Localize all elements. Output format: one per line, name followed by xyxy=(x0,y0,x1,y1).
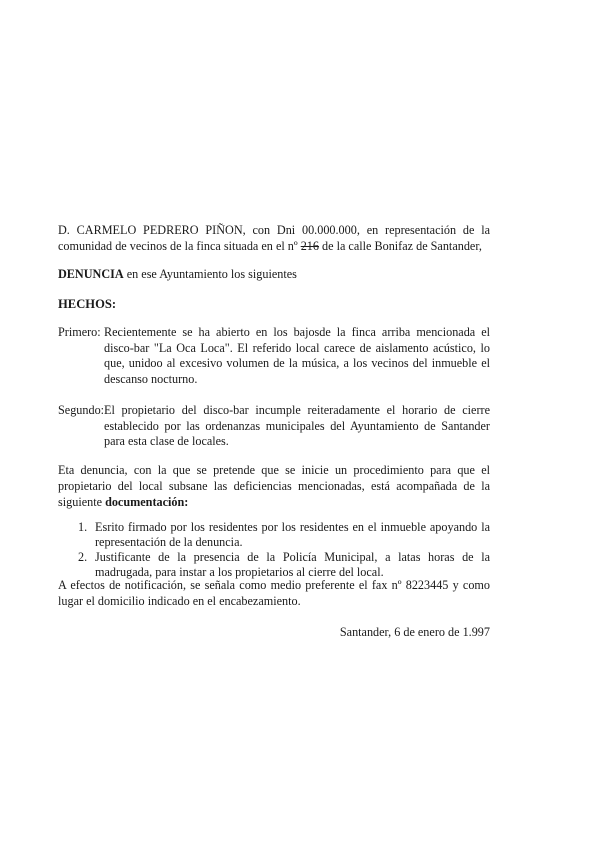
documentacion-keyword: documentación: xyxy=(105,495,189,509)
list-text: Esrito firmado por los residentes por los residentes en el inmueble apoyando la representación de la denuncia. xyxy=(95,520,490,549)
intro-text-a: , con Dni 00.000.000, en representación de la comunidad de vecinos de la finca situada en el nº xyxy=(58,223,490,253)
hechos-heading: HECHOS: xyxy=(58,297,117,311)
closing-text: Eta denuncia, con la que se pretende que se inicie un procedimiento para que el propietario del local subsane las deficiencias mencionadas, está acompañada de la siguiente xyxy=(58,463,490,509)
hecho-text: El propietario del disco-bar incumple reiteradamente el horario de cierre establecido por las ordenanzas municipales del Ayuntamiento de Santander para esta clase de locales. xyxy=(104,403,490,448)
intro-paragraph xyxy=(58,222,490,254)
notificacion-paragraph: A efectos de notificación, se señala como medio preferente el fax nº 8223445 y como lugar el domicilio indicado en el encabezamiento. xyxy=(58,578,490,608)
closing-paragraph xyxy=(58,462,490,510)
denuncia-keyword: DENUNCIA xyxy=(58,267,124,281)
complainant-name: D. CARMELO PEDRERO PIÑON xyxy=(58,223,243,237)
intro-text-b: de la calle Bonifaz de Santander, xyxy=(318,239,482,253)
list-item xyxy=(58,550,490,580)
denuncia-line xyxy=(58,266,490,282)
denuncia-rest: en ese Ayuntamiento los siguientes xyxy=(123,267,297,281)
hecho-text: Recientemente se ha abierto en los bajosde la finca arriba mencionada el disco-bar "La Oca Loca". El referido local carece de aislamento acústico, lo que, unidoo al excesivo volumen de la música, a los vecinos del inmueble el descanso nocturno. xyxy=(104,325,490,386)
list-item xyxy=(58,520,490,550)
documents-list xyxy=(58,520,490,580)
hecho-label: Primero: xyxy=(58,325,101,339)
hecho-label: Segundo: xyxy=(58,403,105,417)
hecho-item xyxy=(58,325,490,389)
list-text: Justificante de la presencia de la Policía Municipal, a latas horas de la madrugada, para instar a los propietarios al cierre del local. xyxy=(95,550,490,579)
hecho-item xyxy=(58,403,490,451)
signature-date: Santander, 6 de enero de 1.997 xyxy=(339,625,490,639)
list-number: 1. xyxy=(78,520,88,534)
list-number: 2. xyxy=(78,550,88,564)
struck-street-number: 216 xyxy=(300,239,319,253)
